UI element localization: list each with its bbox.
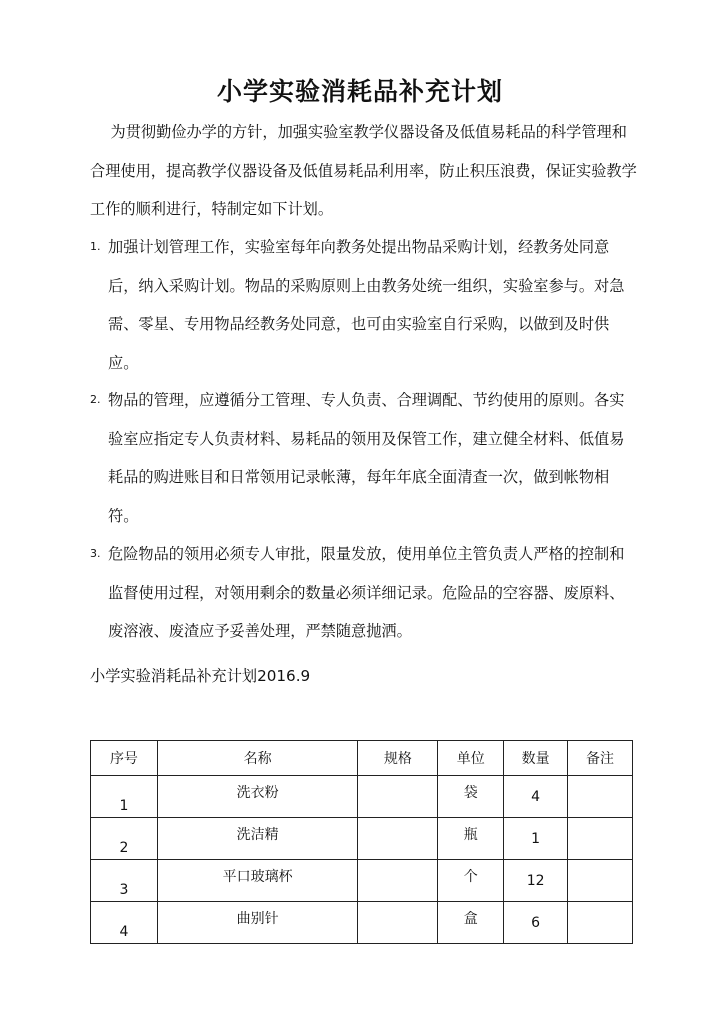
cell-spec xyxy=(358,902,438,944)
cell-unit: 袋 xyxy=(438,776,504,818)
supplies-table xyxy=(90,740,633,944)
cell-qty: 4 xyxy=(504,776,568,818)
list-item-number: 2. xyxy=(90,393,101,406)
list-item xyxy=(90,228,638,382)
header-note: 备注 xyxy=(568,741,633,776)
list-item-text: 物品的管理，应遵循分工管理、专人负责、合理调配、节约使用的原则。各实验室应指定专人负责材料、易耗品的领用及保管工作，建立健全材料、低值易耗品的购进账目和日常领用记录帐薄，每年年底全面清查一次，做到帐物相符。 xyxy=(108,391,625,525)
list-item xyxy=(90,535,638,651)
cell-name: 曲别针 xyxy=(157,902,358,944)
header-no: 序号 xyxy=(91,741,158,776)
cell-unit: 个 xyxy=(438,860,504,902)
cell-spec xyxy=(358,776,438,818)
table-row xyxy=(91,776,633,818)
cell-name: 洗洁精 xyxy=(157,818,358,860)
cell-name: 平口玻璃杯 xyxy=(157,860,358,902)
header-qty: 数量 xyxy=(504,741,568,776)
cell-note xyxy=(568,860,633,902)
cell-no: 3 xyxy=(91,860,158,902)
cell-name: 洗衣粉 xyxy=(157,776,358,818)
cell-qty: 1 xyxy=(504,818,568,860)
table-row xyxy=(91,818,633,860)
cell-spec xyxy=(358,860,438,902)
cell-no: 2 xyxy=(91,818,158,860)
table-caption: 小学实验消耗品补充计划2016.9 xyxy=(90,667,311,685)
cell-note xyxy=(568,776,633,818)
list-item-number: 1. xyxy=(90,240,101,253)
table-header-row xyxy=(91,741,633,776)
cell-qty: 12 xyxy=(504,860,568,902)
header-name: 名称 xyxy=(157,741,358,776)
cell-no: 4 xyxy=(91,902,158,944)
table-row xyxy=(91,860,633,902)
header-unit: 单位 xyxy=(438,741,504,776)
cell-qty: 6 xyxy=(504,902,568,944)
cell-note xyxy=(568,818,633,860)
header-spec: 规格 xyxy=(358,741,438,776)
list-item xyxy=(90,381,638,535)
intro-paragraph: 为贯彻勤俭办学的方针，加强实验室教学仪器设备及低值易耗品的科学管理和合理使用，提高教学仪器设备及低值易耗品利用率，防止积压浪费，保证实验教学工作的顺利进行，特制定如下计划。 xyxy=(90,123,637,218)
list-item-number: 3. xyxy=(90,547,101,560)
list-item-text: 加强计划管理工作，实验室每年向教务处提出物品采购计划，经教务处同意后，纳入采购计划。物品的采购原则上由教务处统一组织，实验室参与。对急需、零星、专用物品经教务处同意，也可由实验室自行采购，以做到及时供应。 xyxy=(108,238,625,372)
cell-no: 1 xyxy=(91,776,158,818)
page-title: 小学实验消耗品补充计划 xyxy=(216,77,503,106)
table-row xyxy=(91,902,633,944)
cell-spec xyxy=(358,818,438,860)
cell-note xyxy=(568,902,633,944)
cell-unit: 盒 xyxy=(438,902,504,944)
list-item-text: 危险物品的领用必须专人审批，限量发放，使用单位主管负责人严格的控制和监督使用过程，对领用剩余的数量必须详细记录。危险品的空容器、废原料、废溶液、废渣应予妥善处理，严禁随意抛洒。 xyxy=(108,545,625,640)
cell-unit: 瓶 xyxy=(438,818,504,860)
